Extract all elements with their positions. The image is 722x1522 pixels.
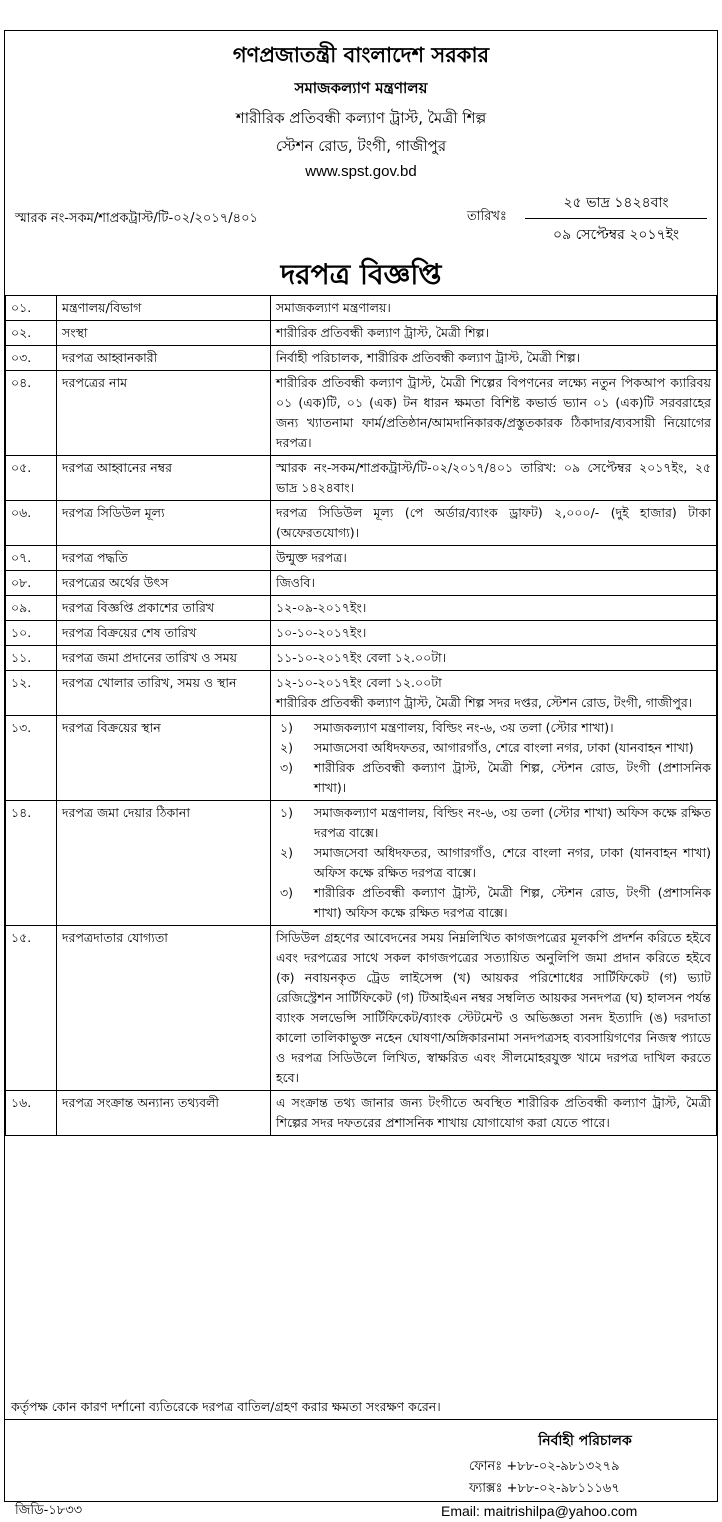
date-bangla: ২৫ ভাদ্র ১৪২৪বাং <box>525 191 707 219</box>
list-item <box>276 738 711 758</box>
table-row <box>6 371 717 456</box>
table-row <box>6 801 717 926</box>
value-text: দরপত্র সিডিউল মূল্য (পে অর্ডার/ব্যাংক ড্রাফট) ২,০০০/- (দুই হাজার) টাকা (অফেরতযোগ্য)। <box>276 505 711 540</box>
row-number: ১০. <box>6 621 57 646</box>
row-number: ০৮. <box>6 571 57 596</box>
row-label: দরপত্র খোলার তারিখ, সময় ও স্থান <box>57 671 271 716</box>
website-link[interactable]: www.spst.gov.bd <box>305 163 417 180</box>
list-text: শারীরিক প্রতিবন্ধী কল্যাণ ট্রাস্ট, মৈত্রী শিল্প, স্টেশন রোড, টংগী (প্রশাসনিক শাখা) অফিস কক্ষে রক্ষিত দরপত্র বাক্সে। <box>314 885 711 920</box>
row-label: দরপত্র বিজ্ঞপ্তি প্রকাশের তারিখ <box>57 596 271 621</box>
row-number: ০৪. <box>6 371 57 456</box>
list-bullet: ২) <box>280 740 294 755</box>
row-label: দরপত্র সংক্রান্ত অন্যান্য তথ্যবলী <box>57 1091 271 1136</box>
row-value <box>271 346 717 371</box>
ministry-heading: সমাজকল্যাণ মন্ত্রণালয় <box>294 79 428 97</box>
row-value <box>271 621 717 646</box>
value-text: ১০-১০-২০১৭ইং। <box>276 625 367 640</box>
table-row <box>6 346 717 371</box>
value-text: ১১-১০-২০১৭ইং বেলা ১২.০০টা। <box>276 650 447 665</box>
value-text: শারীরিক প্রতিবন্ধী কল্যাণ ট্রাস্ট, মৈত্রী শিল্প। <box>276 325 490 340</box>
list-text: সমাজসেবা অধিদফতর, আগারগাঁও, শেরে বাংলা নগর, ঢাকা (যানবাহন শাখা) অফিস কক্ষে রক্ষিত দরপত্র বাক্সে। <box>314 845 711 880</box>
row-value <box>271 501 717 546</box>
table-row <box>6 321 717 346</box>
table-row <box>6 296 717 321</box>
fax-number: ফ্যাক্সঃ +৮৮-০২-৯৮১১১৬৭ <box>469 1481 620 1496</box>
row-number: ১৪. <box>6 801 57 926</box>
list-item <box>276 758 711 798</box>
row-number: ০৯. <box>6 596 57 621</box>
row-number: ১১. <box>6 646 57 671</box>
phone-number: ফোনঃ +৮৮-০২-৯৮১৩২৭৯ <box>469 1459 620 1474</box>
table-row <box>6 926 717 1091</box>
value-text: স্মারক নং-সকম/শাপ্রকট্রাস্ট/টি-০২/২০১৭/৪০১ তারিখ: ০৯ সেপ্টেম্বর ২০১৭ইং, ২৫ ভাদ্র ১৪২৪বাং। <box>276 460 711 495</box>
value-text: এ সংক্রান্ত তথ্য জানার জন্য টংগীতে অবস্থিত শারীরিক প্রতিবন্ধী কল্যাণ ট্রাস্ট, মৈত্রী শিল্পের সদর দফতরের প্রশাসনিক শাখায় যোগাযোগ করা যেতে পারে। <box>276 1095 711 1130</box>
list-text: সমাজকল্যাণ মন্ত্রণালয়, বিল্ডিং নং-৬, ৩য় তলা (স্টোর শাখা) অফিস কক্ষে রক্ষিত দরপত্র বাক্সে। <box>314 805 711 840</box>
row-label: দরপত্র জমা দেয়ার ঠিকানা <box>57 801 271 926</box>
row-number: ০২. <box>6 321 57 346</box>
sub-list <box>276 803 711 923</box>
value-text: নির্বাহী পরিচালক, শারীরিক প্রতিবন্ধী কল্যাণ ট্রাস্ট, মৈত্রী শিল্প। <box>276 350 581 365</box>
list-text: শারীরিক প্রতিবন্ধী কল্যাণ ট্রাস্ট, মৈত্রী শিল্প, স্টেশন রোড, টংগী (প্রশাসনিক শাখা)। <box>314 760 711 795</box>
row-value <box>271 571 717 596</box>
list-bullet: ৩) <box>280 760 294 775</box>
row-number: ১৫. <box>6 926 57 1091</box>
row-value <box>271 646 717 671</box>
tender-notice-page <box>4 30 718 1519</box>
table-row <box>6 716 717 801</box>
list-item <box>276 718 711 738</box>
row-label: দরপত্র বিক্রয়ের শেষ তারিখ <box>57 621 271 646</box>
list-item <box>276 883 711 923</box>
row-number: ০৭. <box>6 546 57 571</box>
notice-title: দরপত্র বিজ্ঞপ্তি <box>280 258 442 291</box>
row-number: ১৬. <box>6 1091 57 1136</box>
list-item <box>276 803 711 843</box>
table-row <box>6 456 717 501</box>
row-number: ১৩. <box>6 716 57 801</box>
date-english: ০৯ সেপ্টেম্বর ২০১৭ইং <box>552 227 680 243</box>
row-number: ০৩. <box>6 346 57 371</box>
row-value <box>271 596 717 621</box>
tender-table <box>5 295 717 1136</box>
row-value <box>271 671 717 716</box>
table-row <box>6 501 717 546</box>
value-text: শারীরিক প্রতিবন্ধী কল্যাণ ট্রাস্ট, মৈত্রী শিল্পের বিপণনের লক্ষ্যে নতুন পিকআপ ক্যারিবয় ০১ (এক)টি, ০১ (এক) টন ধারন ক্ষমতা বিশিষ্ট কভার্ড ভ্যান ০১ (এক)টি সরবরাহের জন্য খ্যাতনামা ফার্ম/প্রতিষ্ঠান/আমদানিকারক/প্রস্তুতকারক ঠিকাদার/ব্যবসায়ী নিয়োগের দরপত্র। <box>276 375 711 450</box>
row-label: দরপত্র জমা প্রদানের তারিখ ও সময় <box>57 646 271 671</box>
list-bullet: ৩) <box>280 885 294 900</box>
row-label: দরপত্র আহ্বানকারী <box>57 346 271 371</box>
row-number: ১২. <box>6 671 57 716</box>
row-label: দরপত্র পদ্ধতি <box>57 546 271 571</box>
table-row <box>6 596 717 621</box>
row-label: দরপত্র আহ্বানের নম্বর <box>57 456 271 501</box>
row-value <box>271 546 717 571</box>
table-row <box>6 571 717 596</box>
government-heading: গণপ্রজাতন্ত্রী বাংলাদেশ সরকার <box>232 43 490 67</box>
row-value <box>271 371 717 456</box>
table-row <box>6 546 717 571</box>
date-label: তারিখঃ <box>467 209 507 224</box>
value-text: উন্মুক্ত দরপত্র। <box>276 550 347 565</box>
row-value <box>271 456 717 501</box>
memo-number: স্মারক নং-সকম/শাপ্রকট্রাস্ট/টি-০২/২০১৭/৪০১ <box>15 211 258 226</box>
table-row <box>6 646 717 671</box>
row-number: ০১. <box>6 296 57 321</box>
row-label: মন্ত্রণালয়/বিভাগ <box>57 296 271 321</box>
list-text: সমাজকল্যাণ মন্ত্রণালয়, বিল্ডিং নং-৬, ৩য় তলা (স্টোর শাখা)। <box>314 720 614 735</box>
row-label: দরপত্র বিক্রয়ের স্থান <box>57 716 271 801</box>
table-row <box>6 1091 717 1136</box>
list-text: সমাজসেবা অধিদফতর, আগারগাঁও, শেরে বাংলা নগর, ঢাকা (যানবাহন শাখা) <box>314 740 694 755</box>
email-address[interactable]: Email: maitrishilpa@yahoo.com <box>441 1503 638 1519</box>
row-value <box>271 321 717 346</box>
row-value <box>271 926 717 1091</box>
list-bullet: ১) <box>280 805 293 820</box>
row-number: ০৫. <box>6 456 57 501</box>
value-text: ১২-০৯-২০১৭ইং। <box>276 600 367 615</box>
row-value <box>271 801 717 926</box>
row-label: দরপত্রের নাম <box>57 371 271 456</box>
value-text: জিওবি। <box>276 575 315 590</box>
row-value <box>271 296 717 321</box>
table-row <box>6 621 717 646</box>
row-label: দরপত্র সিডিউল মূল্য <box>57 501 271 546</box>
value-text: সিডিউল গ্রহণের আবেদনের সময় নিম্নলিখিত কাগজপত্রের মূলকপি প্রদর্শন করিতে হইবে এবং দরপত্রের সাথে সকল কাগজপত্রের সত্যায়িত অনুলিপি জমা প্রদান করিতে হইবে (ক) নবায়নকৃত ট্রেড লাইসেন্স (খ) আয়কর পরিশোধের সার্টিফিকেট (গ) ভ্যাট রেজিস্ট্রেশন সার্টিফিকেট (গ) টিআইএন নম্বর সম্বলিত আয়কর সনদপত্র (ঘ) হালসন পর্যন্ত ব্যাংক সলভেন্সি সার্টিফিকেট/ব্যাংক স্টেটমেন্ট ও অভিজ্ঞতা সনদ ইত্যাদি (ঙ) দরদাতা কালো তালিকাভুক্ত নহেন ঘোষণা/অঙ্গিকারনামা সনদপত্রসহ ব্যবসায়িগণের নিজস্ব প্যাডে ও দরপত্র সিডিউলে লিখিত, স্বাক্ষরিত এবং সীলমোহরযুক্ত খামে দরপত্র দাখিল করতে হবে। <box>276 930 711 1085</box>
trust-address: স্টেশন রোড, টংগী, গাজীপুর <box>275 137 447 155</box>
reserve-note: কর্তৃপক্ষ কোন কারণ দর্শানো ব্যতিরেকে দরপত্র বাতিল/গ্রহণ করার ক্ষমতা সংরক্ষণ করেন। <box>5 1395 717 1420</box>
row-label: দরপত্রের অর্থের উৎস <box>57 571 271 596</box>
value-text: ১২-১০-২০১৭ইং বেলা ১২.০০টা <box>276 675 442 690</box>
list-bullet: ১) <box>280 720 293 735</box>
row-label: সংস্থা <box>57 321 271 346</box>
table-row <box>6 671 717 716</box>
row-value <box>271 716 717 801</box>
list-bullet: ২) <box>280 845 294 860</box>
value-text-secondary: শারীরিক প্রতিবন্ধী কল্যাণ ট্রাস্ট, মৈত্রী শিল্প সদর দপ্তর, স্টেশন রোড, টংগী, গাজীপুর। <box>276 695 693 710</box>
list-item <box>276 843 711 883</box>
date-box <box>525 191 707 247</box>
sub-list <box>276 718 711 798</box>
value-text: সমাজকল্যাণ মন্ত্রণালয়। <box>276 300 391 315</box>
signatory-title: নির্বাহী পরিচালক <box>538 1433 632 1449</box>
row-number: ০৬. <box>6 501 57 546</box>
row-label: দরপত্রদাতার যোগ্যতা <box>57 926 271 1091</box>
row-value <box>271 1091 717 1136</box>
trust-name: শারীরিক প্রতিবন্ধী কল্যাণ ট্রাস্ট, মৈত্রী শিল্প <box>235 109 487 127</box>
gd-number: জিডি-১৮৩৩ <box>15 1503 83 1518</box>
